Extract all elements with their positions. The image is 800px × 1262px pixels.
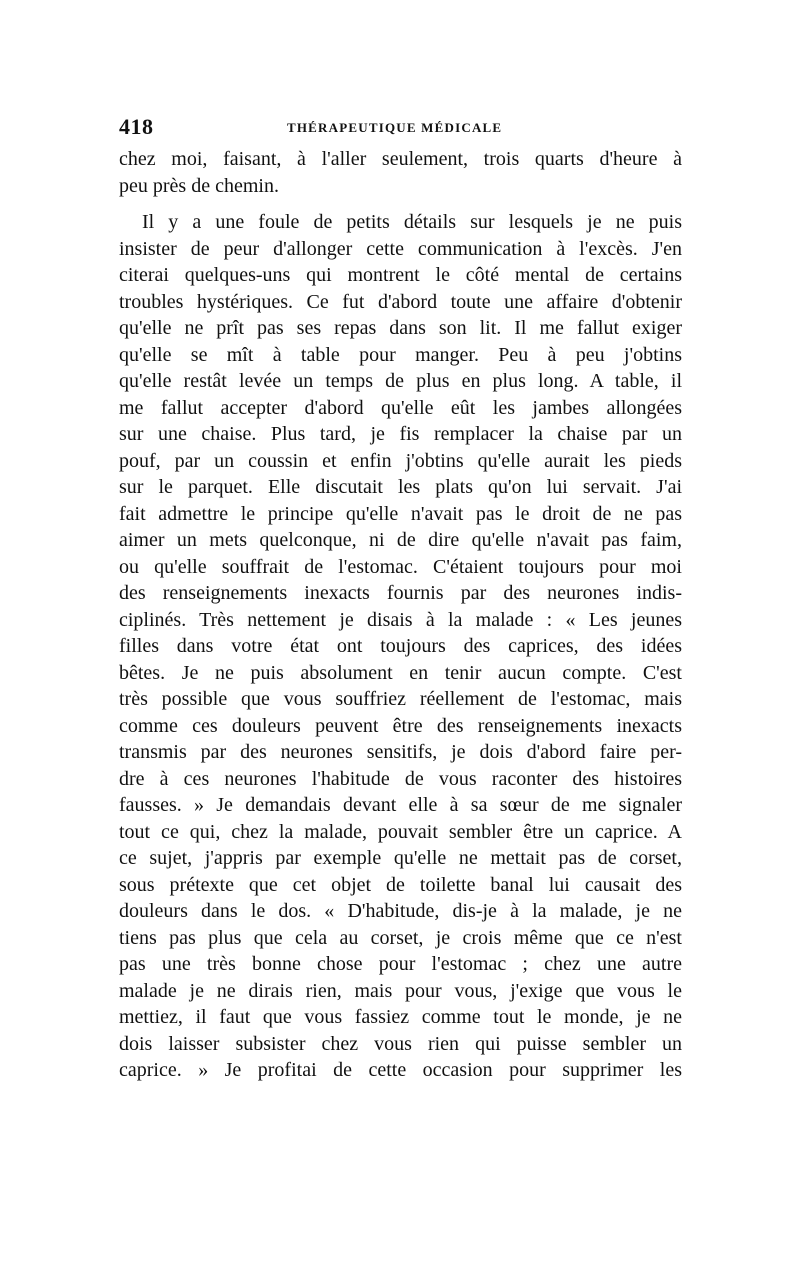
text-line: comme ces douleurs peuvent être des renseignements inexacts [119,714,682,737]
paragraph-1 [119,146,682,199]
text-line: qu'elle ne prît pas ses repas dans son lit. Il me fallut exiger [119,317,682,339]
text-line: pouf, par un coussin et enfin j'obtins qu'elle aurait les pieds [119,449,682,472]
text-line: fausses. » Je demandais devant elle à sa sœur de me signaler [119,794,682,816]
text-line: très possible que vous souffriez réellement de l'estomac, mais [119,688,682,710]
text-line: ciplinés. Très nettement je disais à la malade : « Les jeunes [119,608,682,631]
text-line: troubles hystériques. Ce fut d'abord toute une affaire d'obtenir [119,290,682,313]
text-line: me fallut accepter d'abord qu'elle eût les jambes allongées [119,396,682,419]
text-line: tiens pas plus que cela au corset, je crois même que ce n'est [119,926,682,949]
text-line: tout ce qui, chez la malade, pouvait sembler être un caprice. A [119,820,682,843]
running-head [119,112,682,142]
text-line: sur le parquet. Elle discutait les plats qu'on lui servait. J'ai [119,476,682,498]
text-line: bêtes. Je ne puis absolument en tenir aucun compte. C'est [119,661,682,684]
text-line: transmis par des neurones sensitifs, je dois d'abord faire per- [119,741,682,763]
running-title: THÉRAPEUTIQUE MÉDICALE [287,120,503,135]
text-line: malade je ne dirais rien, mais pour vous, j'exige que vous le [119,979,682,1002]
paragraph-2 [119,209,682,1084]
text-line: caprice. » Je profitai de cette occasion pour supprimer les [119,1059,682,1081]
text-line: filles dans votre état ont toujours des caprices, des idées [119,635,682,657]
page-number: 418 [119,114,154,139]
text-line: douleurs dans le dos. « D'habitude, dis-je à la malade, je ne [119,900,682,922]
text-line: pas une très bonne chose pour l'estomac ; chez une autre [119,953,682,975]
text-line: sur une chaise. Plus tard, je fis remplacer la chaise par un [119,423,682,445]
text-line: mettiez, il faut que vous fassiez comme tout le monde, je ne [119,1006,682,1028]
text-line: Il y a une foule de petits détails sur lesquels je ne puis [142,211,682,233]
text-line: citerai quelques-uns qui montrent le côté mental de certains [119,264,682,286]
text-line: ce sujet, j'appris par exemple qu'elle ne mettait pas de corset, [119,847,682,869]
text-line: qu'elle se mît à table pour manger. Peu à peu j'obtins [119,343,682,366]
text-line: qu'elle restât levée un temps de plus en plus long. A table, il [119,370,682,392]
text-line: peu près de chemin. [119,174,279,197]
text-line: des renseignements inexacts fournis par des neurones indis- [119,582,682,604]
text-line: chez moi, faisant, à l'aller seulement, trois quarts d'heure à [119,148,682,170]
text-line: sous prétexte que cet objet de toilette banal lui causait des [119,873,682,896]
text-line: dre à ces neurones l'habitude de vous raconter des histoires [119,767,682,790]
text-line: insister de peur d'allonger cette communication à l'excès. J'en [119,237,682,260]
book-page [119,112,682,1084]
text-line: fait admettre le principe qu'elle n'avait pas le droit de ne pas [119,502,682,525]
text-line: ou qu'elle souffrait de l'estomac. C'étaient toujours pour moi [119,555,682,578]
text-line: aimer un mets quelconque, ni de dire qu'elle n'avait pas faim, [119,529,682,551]
text-line: dois laisser subsister chez vous rien qui puisse sembler un [119,1032,682,1055]
